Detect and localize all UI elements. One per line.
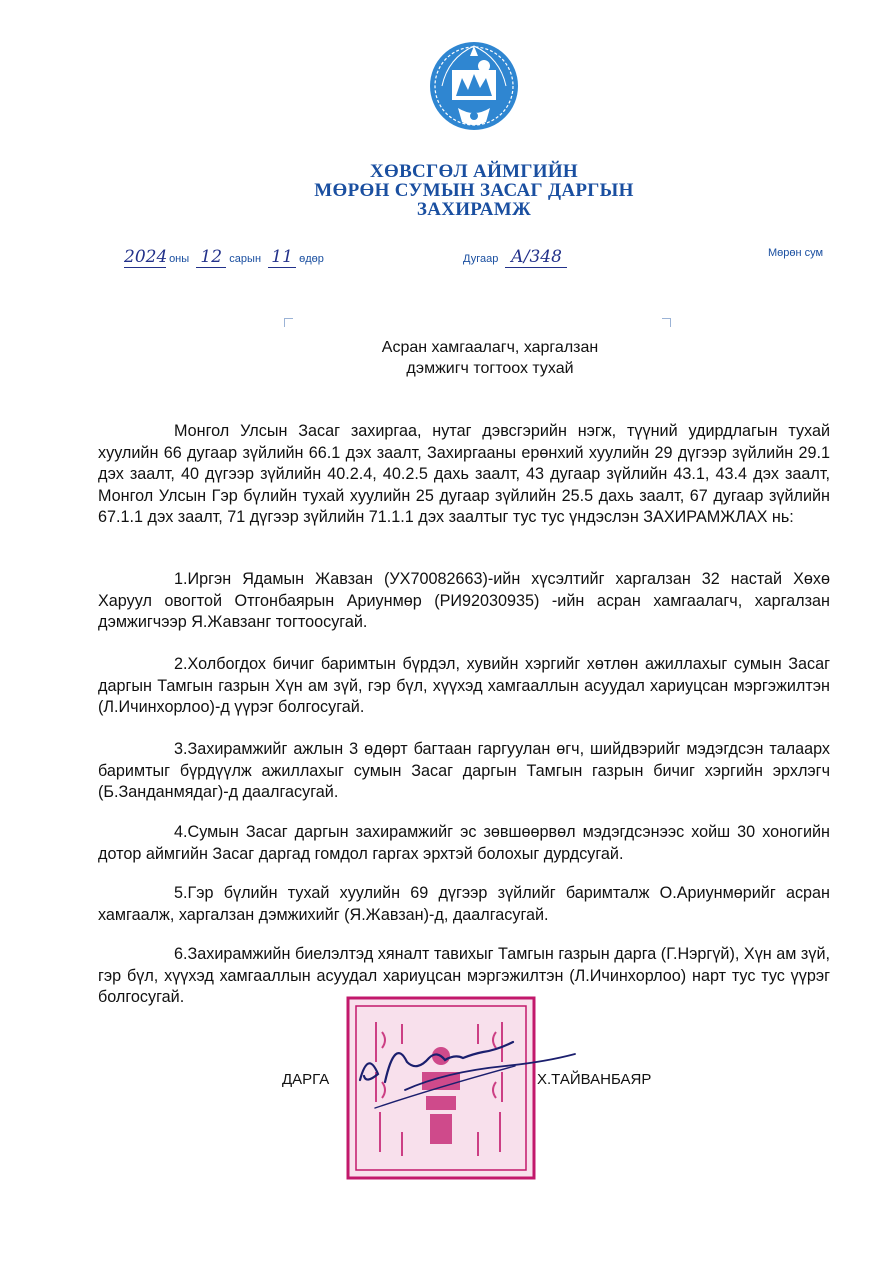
- header-line-1: ХӨВСГӨЛ АЙМГИЙН: [369, 161, 579, 182]
- clause-5: [98, 883, 830, 926]
- clause-1: [98, 569, 830, 634]
- date-field: [124, 247, 324, 267]
- clause-2-text: 2.Холбогдох бичиг баримтын бүрдэл, хувийн хэргийг хөтлөн ажиллахыг сумын Засаг даргын Тамгын газрын Хүн ам зүй, гэр бүл, хүүхэд хамгааллын асуудал хариуцсан мэргэжилтэн (Л.Ичинхорлоо)-д үүрэг болгосугай.: [98, 655, 830, 717]
- place-field: [768, 247, 823, 267]
- date-day-suffix: өдөр: [299, 253, 324, 265]
- title-corner-left: [284, 318, 293, 327]
- intro-paragraph: [98, 421, 830, 529]
- date-month-suffix: сарын: [229, 253, 262, 265]
- decree-number: А/348: [505, 247, 567, 268]
- title-corner-right: [662, 318, 671, 327]
- clause-4-text: 4.Сумын Засаг даргын захирамжийг эс зөвшөөрвөл мэдэгдсэнээс хойш 30 хоногийн дотор аймгийн Засаг даргад гомдол гаргах эрхтэй болохыг дурдсугай.: [98, 823, 830, 863]
- title-line-2: дэмжигч тогтоох тухай: [406, 360, 574, 377]
- clause-6-text: 6.Захирамжийн биелэлтэд хяналт тавихыг Тамгын газрын дарга (Г.Нэргүй), Хүн ам зүй, гэр бүл, хүүхэд хамгааллын асуудал хариуцсан мэргэжилтэн (Л.Ичинхорлоо) нарт тус тус үүрэг болгосугай.: [98, 945, 830, 1007]
- signer-name: Х.ТАЙВАНБАЯР: [537, 1071, 652, 1088]
- number-field: [463, 247, 567, 267]
- clause-4: [98, 822, 830, 865]
- intro-text: Монгол Улсын Засаг захиргаа, нутаг дэвсгэрийн нэгж, түүний удирдлагын тухай хуулийн 66 дугаар зүйлийн 66.1 дэх заалт, Захиргааны ерөнхий хуулийн 29 дүгээр зүйлийн 29.1 дэх заалт, 40 дүгээр зүйлийн 40.2.4, 40.2.5 дахь заалт, 43 дугаар зүйлийн 43.1, 43.4 дэх заалт, Монгол Улсын Гэр бүлийн тухай хуулийн 25 дугаар зүйлийн 25.5 дахь заалт, 67 дугаар зүйлийн 67.1.1 дэх заалт, 71 дүгээр зүйлийн 71.1.1 дэх заалтыг тус тус үндэслэн ЗАХИРАМЖЛАХ нь:: [98, 422, 830, 527]
- date-day: 11: [268, 247, 296, 268]
- document-title: [300, 337, 680, 379]
- date-month: 12: [196, 247, 226, 268]
- header-line-2: МӨРӨН СУМЫН ЗАСАГ ДАРГЫН: [314, 180, 634, 201]
- clause-5-text: 5.Гэр бүлийн тухай хуулийн 69 дүгээр зүйлийг баримталж О.Ариунмөрийг асран хамгаалж, харгалзан дэмжихийг (Я.Жавзан)-д, даалгасугай.: [98, 884, 830, 924]
- place-name: Мөрөн сум: [768, 247, 824, 259]
- clause-1-text: 1.Иргэн Ядамын Жавзан (УХ70082663)-ийн хүсэлтийг харгалзан 32 настай Хөхө Харуул овогтой Отгонбаярын Ариунмөр (РИ92030935) -ийн асран хамгаалагч, харгалзан дэмжигчээр Я.Жавзанг тогтоосугай.: [98, 570, 830, 632]
- date-year: 2024: [124, 247, 168, 267]
- title-line-1: Асран хамгаалагч, харгалзан: [381, 339, 599, 356]
- clause-2: [98, 654, 830, 719]
- header-line-3: ЗАХИРАМЖ: [416, 199, 532, 220]
- clause-3-text: 3.Захирамжийг ажлын 3 өдөрт багтаан гаргуулан өгч, шийдвэрийг мэдэгдсэн талаарх баримтыг бүрдүүлж ажиллахыг сумын Засаг даргын Тамгын газрын бичиг хэргийн эрхлэгч (Б.Занданмядаг)-д даалгасугай.: [98, 740, 830, 802]
- clause-3: [98, 739, 830, 804]
- number-label: Дугаар: [463, 253, 499, 265]
- signer-position: ДАРГА: [282, 1071, 330, 1088]
- date-year-suffix: оны: [169, 253, 190, 265]
- state-emblem-icon: [428, 38, 520, 144]
